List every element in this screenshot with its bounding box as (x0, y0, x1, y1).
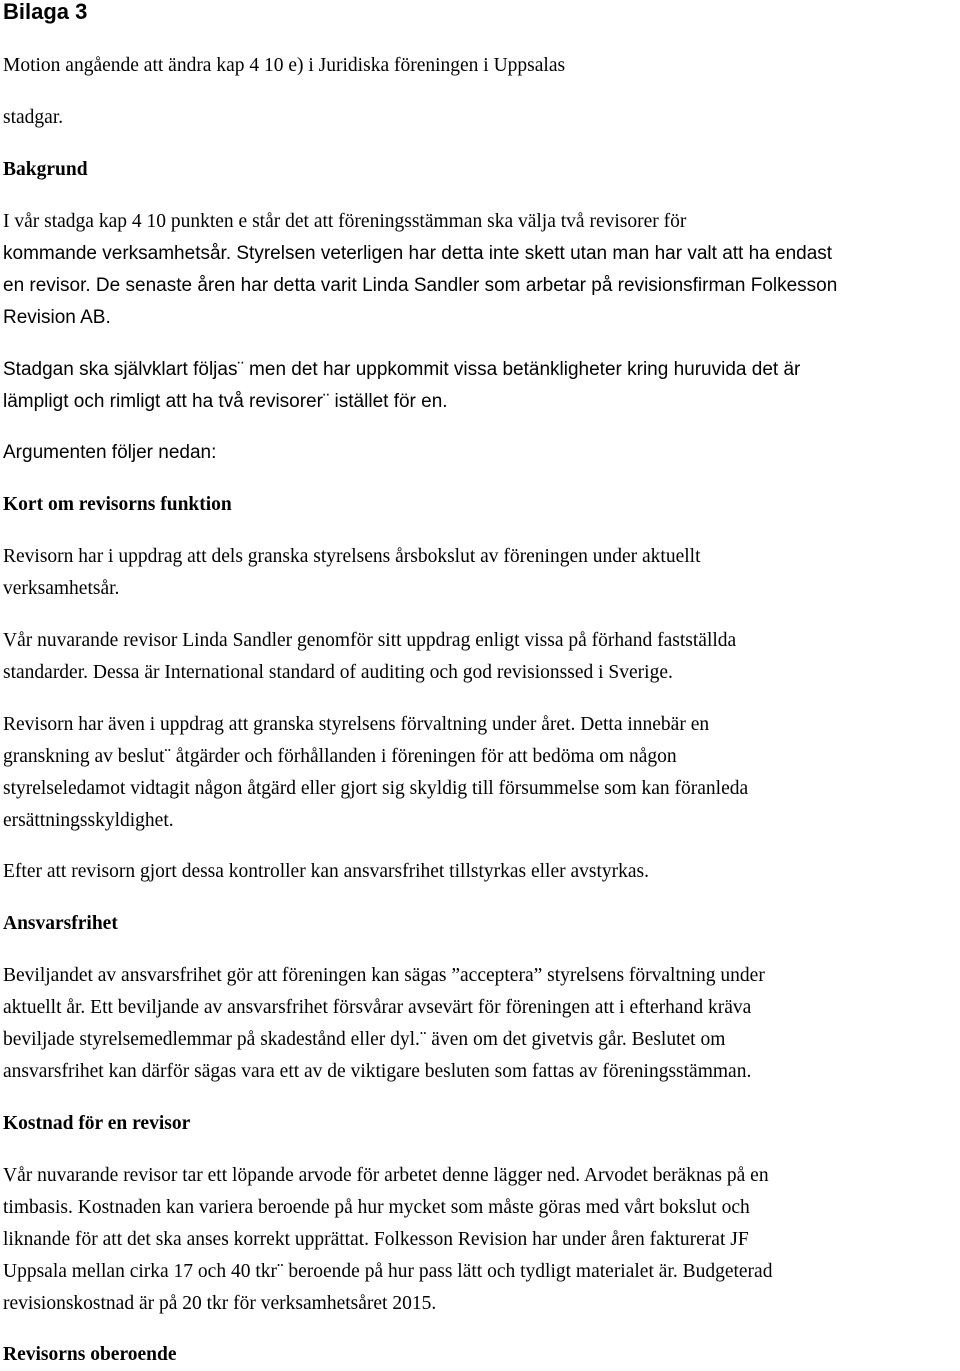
heading-bakgrund: Bakgrund (3, 159, 88, 180)
text-line: ersättningsskyldighet. (3, 810, 174, 831)
text-line: en revisor. De senaste åren har detta varit Linda Sandler som arbetar på revisionsfirman Folkesson (3, 275, 838, 296)
text-line: ansvarsfrihet kan därför sägas vara ett av de viktigare besluten som fattas av föreningsstämman. (3, 1061, 752, 1082)
bakgrund-paragraph-2 (3, 354, 960, 418)
kort-paragraph-1 (3, 541, 960, 605)
ansvar-paragraph-1 (3, 960, 960, 1088)
kostnad-paragraph-1 (3, 1160, 960, 1320)
kort-paragraph-3 (3, 709, 960, 837)
bakgrund-paragraph-1 (3, 206, 960, 334)
text-line: kommande verksamhetsår. Styrelsen veterligen har detta inte skett utan man har valt att ha endast (3, 243, 833, 264)
text-line: Uppsala mellan cirka 17 och 40 tkr¨ beroende på hur pass lätt och tydligt materialet är. Budgeterad (3, 1261, 773, 1282)
text-line: standarder. Dessa är International standard of auditing och god revisionssed i Sverige. (3, 662, 673, 683)
text-line: beviljade styrelsemedlemmar på skadestånd eller dyl.¨ även om det givetvis går. Beslutet om (3, 1029, 726, 1050)
text-line: lämpligt och rimligt att ha två revisorer¨ istället för en. (3, 391, 448, 412)
bakgrund-paragraph-3: Argumenten följer nedan: (3, 442, 217, 463)
heading-revisorns-oberoende: Revisorns oberoende (3, 1344, 177, 1365)
heading-kort-om-revisorns-funktion: Kort om revisorns funktion (3, 494, 232, 515)
kort-paragraph-4: Efter att revisorn gjort dessa kontroller kan ansvarsfrihet tillstyrkas eller avstyrkas. (3, 861, 650, 882)
text-line: liknande för att det ska anses korrekt upprättat. Folkesson Revision har under åren fakturerat JF (3, 1229, 749, 1250)
text-line: Vår nuvarande revisor tar ett löpande arvode för arbetet denne lägger ned. Arvodet beräknas på en (3, 1165, 769, 1186)
motion-title-cont (3, 102, 960, 134)
text-line: styrelseledamot vidtagit någon åtgärd eller gjort sig skyldig till försummelse som kan föranleda (3, 778, 749, 799)
motion-line: stadgar. (3, 107, 64, 128)
text-line: Revisorn har även i uppdrag att granska styrelsens förvaltning under året. Detta innebär en (3, 714, 710, 735)
text-line: Stadgan ska självklart följas¨ men det har uppkommit vissa betänkligheter kring huruvida det är (3, 359, 801, 380)
text-line: timbasis. Kostnaden kan variera beroende på hur mycket som måste göras med vårt bokslut och (3, 1197, 750, 1218)
text-line: Revisorn har i uppdrag att dels granska styrelsens årsbokslut av föreningen under aktuellt (3, 546, 701, 567)
heading-ansvarsfrihet: Ansvarsfrihet (3, 913, 118, 934)
text-line: aktuellt år. Ett beviljande av ansvarsfrihet försvårar avsevärt för föreningen att i efterhand kräva (3, 997, 752, 1018)
text-line: Vår nuvarande revisor Linda Sandler genomför sitt uppdrag enligt vissa på förhand fastställda (3, 630, 737, 651)
motion-line: Motion angående att ändra kap 4 10 e) i Juridiska föreningen i Uppsalas (3, 55, 566, 76)
kort-paragraph-2 (3, 625, 960, 689)
text-line: Beviljandet av ansvarsfrihet gör att föreningen kan sägas ”acceptera” styrelsens förvaltning under (3, 965, 765, 986)
motion-title (3, 50, 960, 82)
text-line: verksamhetsår. (3, 578, 120, 599)
text-line: granskning av beslut¨ åtgärder och förhållanden i föreningen för att bedöma om någon (3, 746, 677, 767)
text-line: Revision AB. (3, 307, 111, 328)
text-line: I vår stadga kap 4 10 punkten e står det att föreningsstämman ska välja två revisorer för (3, 211, 687, 232)
document-title: Bilaga 3 (3, 0, 88, 24)
heading-kostnad-for-en-revisor: Kostnad för en revisor (3, 1113, 191, 1134)
text-line: revisionskostnad är på 20 tkr för verksamhetsåret 2015. (3, 1293, 437, 1314)
